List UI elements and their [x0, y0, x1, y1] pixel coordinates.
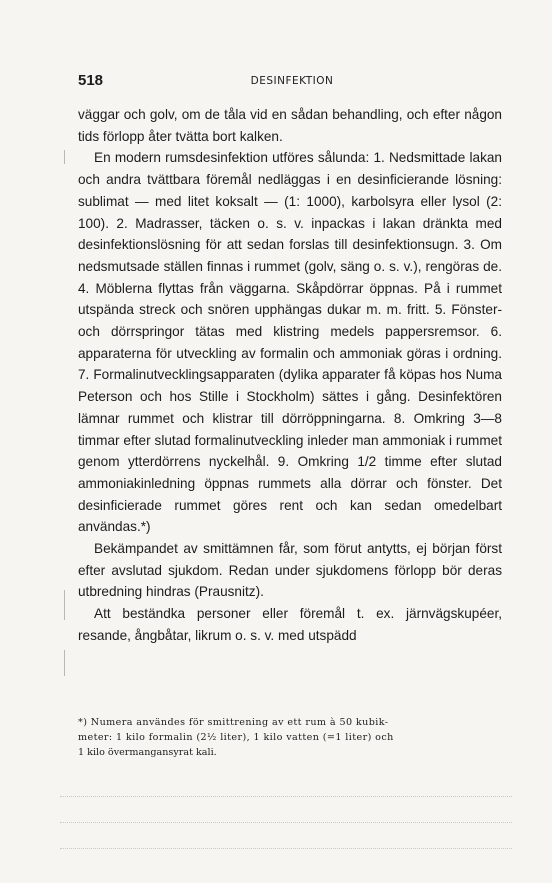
scan-rule	[60, 822, 512, 823]
footnote-line: *) Numera användes för smittrening av ett rum à 50 kubik-	[78, 717, 389, 728]
paragraph-continuation: väggar och golv, om de tåla vid en sådan behandling, och efter någon tids förlopp åter tvätta bort kalken.	[78, 107, 502, 144]
running-title: DESINFEKTION	[250, 75, 334, 87]
paragraph-room-disinfection: En modern rumsdesinfektion utföres sålunda: 1. Nedsmittade lakan och andra tvättbara föremål nedläggas i en desinficierande lösning: sublimat — med litet koksalt — (1: 1000), karbolsyra eller lysol (2: 100). 2. Madrasser, täcken o. s. v. inpackas i lakan dränkta med desinfektionslösning för att sedan forslas till desinfektionsugn. 3. Om nedsmutsade ställen finnas i rummet (golv, säng o. s. v.), rengöras de. 4. Möblerna flyttas från väggarna. Skåpdörrar öppnas. På i rummet utspända streck och snören upphängas dukar m. m. fritt. 5. Fönster- och dörrspringor tätas med klistring medels pappersremsor. 6. apparaterna för utveckling av formalin och ammoniak göras i ordning. 7. Formalinutvecklingsapparaten (dylika apparater få köpas hos Numa Peterson och hos Stille i Stockholm) sättes i gång. Desinfektören lämnar rummet och klistrar till dörröppningarna. 8. Omkring 3—8 timmar efter slutad formalinutveckling inleder man ammoniak i rummet genom ytterdörrens nyckelhål. 9. Omkring 1/2 timme efter slutad ammoniakinledning öppnas rummets alla dörrar och fönster. Det desinficierade rummet göres rent och kan sedan omedelbart användas.*)	[78, 150, 502, 535]
margin-mark	[64, 590, 65, 620]
scan-rule	[60, 848, 512, 849]
page-number: 518	[78, 72, 104, 89]
margin-mark	[64, 650, 65, 676]
footnote-line: 1 kilo övermangansyrat kali.	[78, 747, 217, 758]
footnote-line: meter: 1 kilo formalin (2½ liter), 1 kilo vatten (=1 liter) och	[78, 732, 394, 743]
margin-mark	[64, 150, 65, 164]
body-text	[78, 104, 502, 647]
paragraph-combating-infection: Bekämpandet av smittämnen får, som förut antytts, ej början först efter avslutad sjukdom. Redan under sjukdomens förlopp bör deras utbredning hindras (Prausnitz).	[78, 541, 502, 600]
paragraph-spraying: Att beständka personer eller föremål t. ex. järnvägskupéer, resande, ångbåtar, likrum o. s. v. med utspädd	[78, 606, 502, 643]
footnote	[78, 715, 502, 760]
scan-rule	[60, 796, 512, 797]
page-header	[78, 72, 506, 92]
